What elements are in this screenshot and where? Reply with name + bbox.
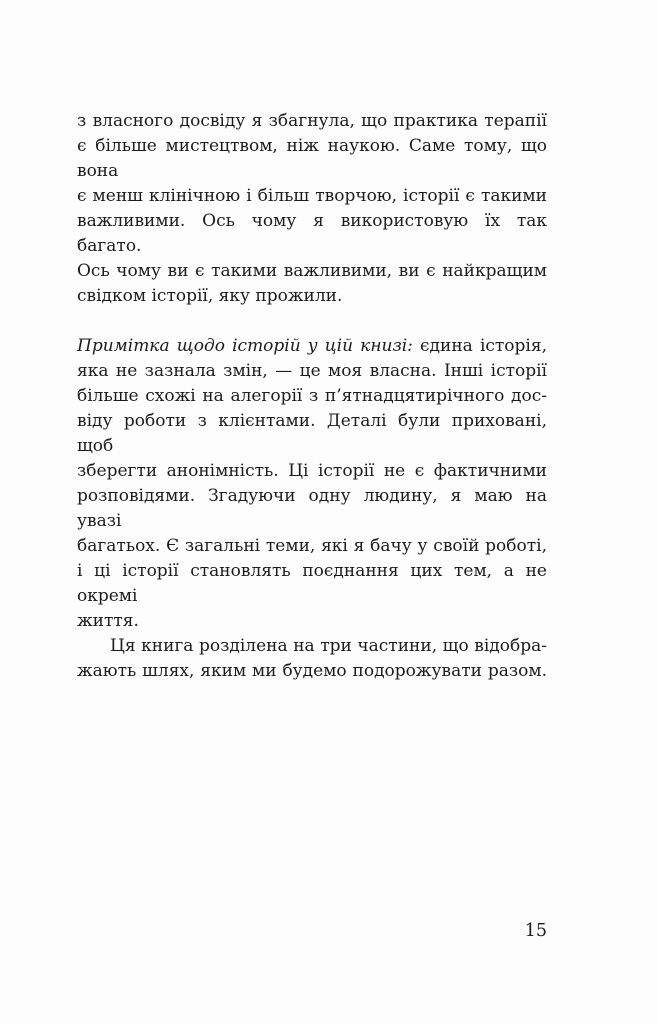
body-text-line: Ось чому ви є такими важливими, ви є найкращим [77, 261, 547, 281]
paragraph-2 [77, 334, 547, 634]
body-text-line: є менш клінічною і більш творчою, історії є такими [77, 186, 547, 206]
body-text-line: важливими. Ось чому я використовую їх так багато. [77, 211, 547, 256]
body-text-line: і ці історії становлять поєднання цих тем, а не окремі [77, 561, 547, 606]
body-text-line: багатьох. Є загальні теми, які я бачу у своїй роботі, [77, 536, 547, 556]
page-number: 15 [524, 921, 547, 941]
body-text-line: життя. [77, 611, 139, 631]
body-text-line: розповідями. Згадуючи одну людину, я маю на увазі [77, 486, 547, 531]
body-text-line: є більше мистецтвом, ніж наукою. Саме тому, що вона [77, 136, 547, 181]
body-text-line: свідком історії, яку прожили. [77, 286, 343, 306]
note-lead-italic: Примітка щодо історій у цій книзі: [77, 336, 413, 356]
body-text-line [77, 334, 547, 359]
body-text-line: яка не зазнала змін, — це моя власна. Інші історії [77, 361, 547, 381]
body-text-line: більше схожі на алегорії з п’ятнадцятирічного дос- [77, 386, 547, 406]
body-text-line: жають шлях, яким ми будемо подорожувати разом. [77, 661, 547, 681]
body-text-line: зберегти анонімність. Ці історії не є фактичними [77, 461, 547, 481]
paragraph-1 [77, 109, 547, 309]
body-text-block [77, 109, 547, 684]
body-text-line: віду роботи з клієнтами. Деталі були приховані, щоб [77, 411, 547, 456]
paragraph-3 [77, 634, 547, 684]
body-text-line: Ця книга розділена на три частини, що відобра- [110, 636, 547, 656]
note-lead-rest: єдина історія, [412, 336, 547, 356]
body-text-line: з власного досвіду я збагнула, що практика терапії [77, 111, 547, 131]
